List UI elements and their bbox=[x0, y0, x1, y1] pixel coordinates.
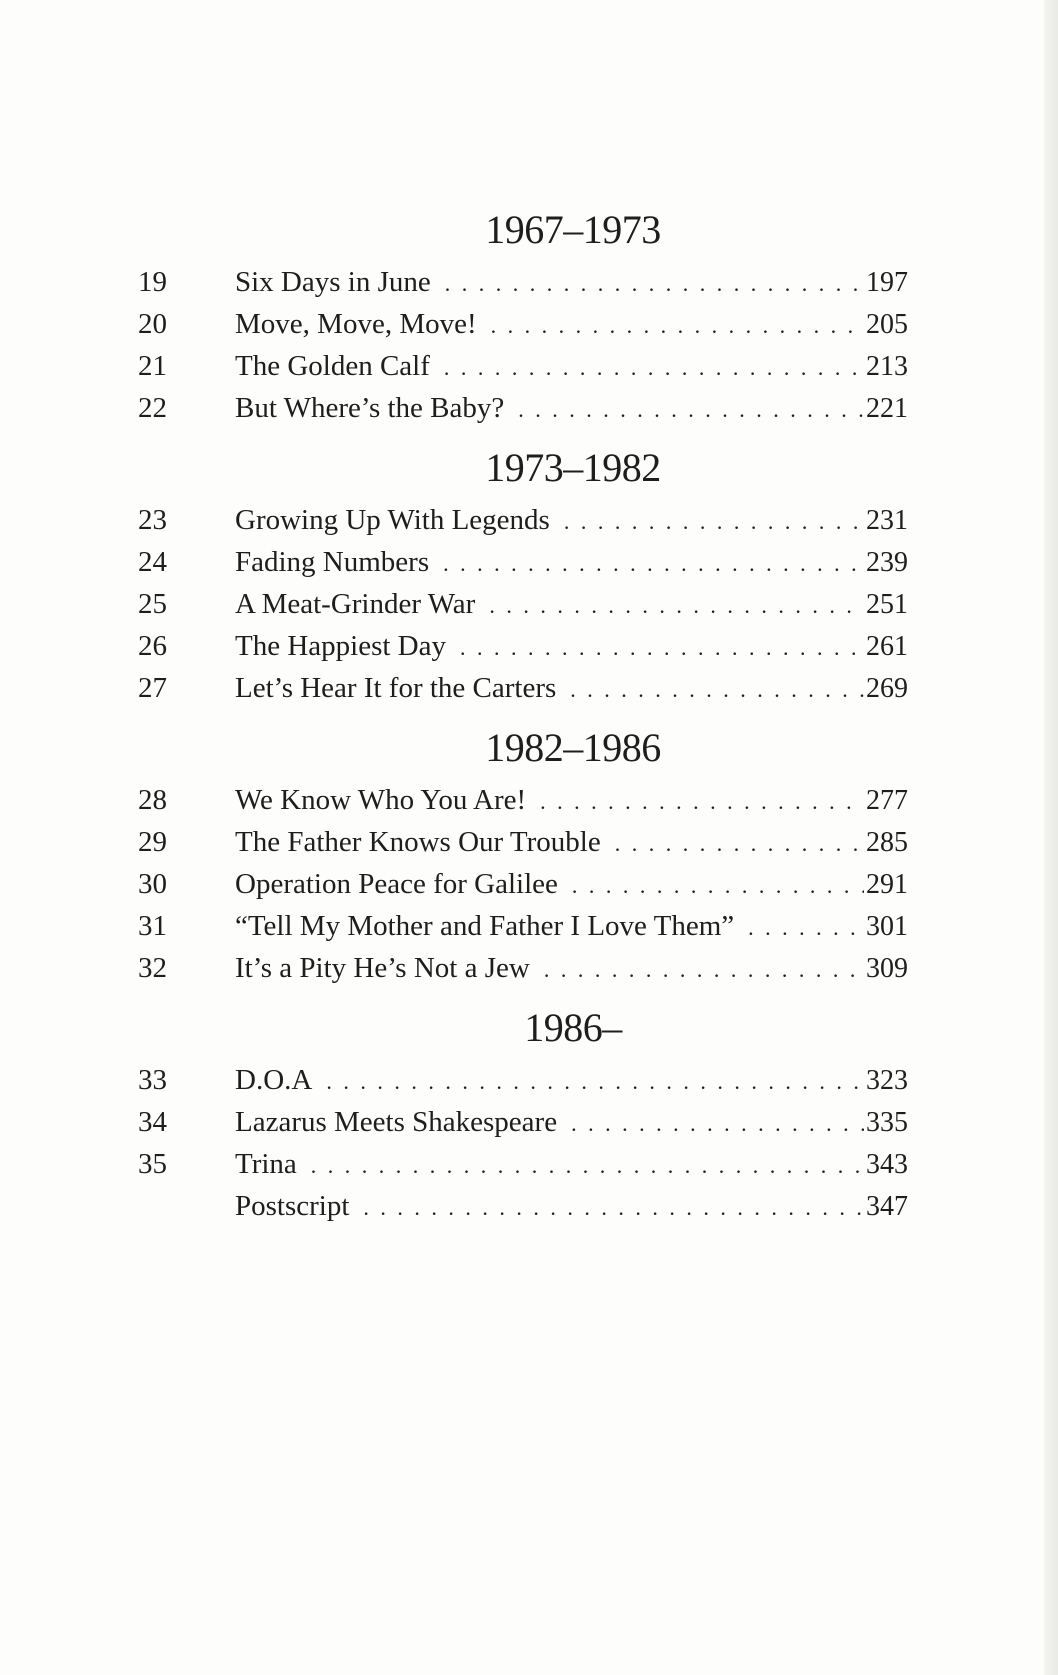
section-heading: 1973–1982 bbox=[485, 445, 661, 490]
page-number: 309 bbox=[866, 953, 908, 984]
chapter-title: Growing Up With Legends bbox=[235, 504, 550, 536]
toc-section-1986 bbox=[138, 1003, 908, 1227]
dot-leader bbox=[748, 907, 864, 949]
page-number: 197 bbox=[866, 267, 908, 298]
chapter-number: 26 bbox=[138, 630, 167, 662]
dot-leader bbox=[489, 585, 864, 627]
toc-entry[interactable] bbox=[138, 499, 908, 541]
page-number: 277 bbox=[866, 785, 908, 816]
chapter-number: 33 bbox=[138, 1064, 167, 1096]
dot-leader bbox=[443, 543, 864, 585]
chapter-title: Let’s Hear It for the Carters bbox=[235, 672, 557, 704]
chapter-title: Operation Peace for Galilee bbox=[235, 868, 558, 900]
chapter-number: 19 bbox=[138, 266, 167, 298]
toc-entry[interactable] bbox=[138, 1143, 908, 1185]
chapter-number: 23 bbox=[138, 504, 167, 536]
dot-leader bbox=[311, 1145, 864, 1187]
page-edge bbox=[1044, 0, 1058, 1675]
chapter-title: Fading Numbers bbox=[235, 546, 430, 578]
chapter-title: A Meat-Grinder War bbox=[235, 588, 476, 620]
chapter-number: 35 bbox=[138, 1148, 167, 1180]
page-number: 347 bbox=[866, 1191, 908, 1222]
chapter-number: 28 bbox=[138, 784, 167, 816]
dot-leader bbox=[460, 627, 864, 669]
toc-entry[interactable] bbox=[138, 821, 908, 863]
toc-entry[interactable] bbox=[138, 779, 908, 821]
chapter-number: 31 bbox=[138, 910, 167, 942]
chapter-title: Six Days in June bbox=[235, 266, 431, 298]
dot-leader bbox=[518, 389, 864, 431]
chapter-number: 29 bbox=[138, 826, 167, 858]
dot-leader bbox=[564, 501, 864, 543]
toc-entry[interactable] bbox=[138, 905, 908, 947]
page-number: 231 bbox=[866, 505, 908, 536]
section-heading: 1986– bbox=[524, 1005, 622, 1050]
chapter-number: 27 bbox=[138, 672, 167, 704]
toc-entry[interactable] bbox=[138, 387, 908, 429]
dot-leader bbox=[326, 1061, 864, 1103]
dot-leader bbox=[572, 865, 864, 907]
table-of-contents bbox=[138, 205, 908, 1241]
page-number: 221 bbox=[866, 393, 908, 424]
chapter-title: Postscript bbox=[235, 1190, 350, 1222]
dot-leader bbox=[444, 347, 864, 389]
chapter-number: 24 bbox=[138, 546, 167, 578]
dot-leader bbox=[571, 1103, 864, 1145]
page-number: 323 bbox=[866, 1065, 908, 1096]
toc-section-1967-1973 bbox=[138, 205, 908, 429]
dot-leader bbox=[491, 305, 864, 347]
chapter-number: 34 bbox=[138, 1106, 167, 1138]
section-heading: 1967–1973 bbox=[485, 207, 661, 252]
toc-entry[interactable] bbox=[138, 303, 908, 345]
page-number: 343 bbox=[866, 1149, 908, 1180]
chapter-title: “Tell My Mother and Father I Love Them” bbox=[235, 910, 735, 942]
chapter-title: D.O.A bbox=[235, 1064, 313, 1096]
chapter-title: The Happiest Day bbox=[235, 630, 446, 662]
dot-leader bbox=[615, 823, 864, 865]
page-number: 335 bbox=[866, 1107, 908, 1138]
toc-section-1973-1982 bbox=[138, 443, 908, 709]
chapter-number: 21 bbox=[138, 350, 167, 382]
page-number: 291 bbox=[866, 869, 908, 900]
toc-entry[interactable] bbox=[138, 1101, 908, 1143]
chapter-title: Trina bbox=[235, 1148, 297, 1180]
toc-entry[interactable] bbox=[138, 863, 908, 905]
chapter-title: We Know Who You Are! bbox=[235, 784, 527, 816]
page-number: 205 bbox=[866, 309, 908, 340]
toc-entry[interactable] bbox=[138, 541, 908, 583]
dot-leader bbox=[540, 781, 864, 823]
chapter-title: But Where’s the Baby? bbox=[235, 392, 505, 424]
chapter-number: 20 bbox=[138, 308, 167, 340]
toc-entry[interactable] bbox=[138, 625, 908, 667]
chapter-number: 30 bbox=[138, 868, 167, 900]
dot-leader bbox=[544, 949, 864, 991]
dot-leader bbox=[363, 1187, 864, 1229]
chapter-number: 32 bbox=[138, 952, 167, 984]
chapter-number: 25 bbox=[138, 588, 167, 620]
chapter-title: The Golden Calf bbox=[235, 350, 430, 382]
chapter-number: 22 bbox=[138, 392, 167, 424]
page-number: 239 bbox=[866, 547, 908, 578]
toc-entry[interactable] bbox=[138, 1185, 908, 1227]
page-number: 301 bbox=[866, 911, 908, 942]
toc-entry[interactable] bbox=[138, 667, 908, 709]
page-number: 285 bbox=[866, 827, 908, 858]
page-number: 251 bbox=[866, 589, 908, 620]
page-number: 269 bbox=[866, 673, 908, 704]
dot-leader bbox=[570, 669, 864, 711]
chapter-title: The Father Knows Our Trouble bbox=[235, 826, 601, 858]
toc-entry[interactable] bbox=[138, 947, 908, 989]
page-number: 261 bbox=[866, 631, 908, 662]
page-number: 213 bbox=[866, 351, 908, 382]
toc-entry[interactable] bbox=[138, 261, 908, 303]
chapter-title: Move, Move, Move! bbox=[235, 308, 477, 340]
dot-leader bbox=[445, 263, 864, 305]
chapter-title: It’s a Pity He’s Not a Jew bbox=[235, 952, 530, 984]
section-heading: 1982–1986 bbox=[485, 725, 661, 770]
toc-entry[interactable] bbox=[138, 1059, 908, 1101]
chapter-title: Lazarus Meets Shakespeare bbox=[235, 1106, 558, 1138]
toc-section-1982-1986 bbox=[138, 723, 908, 989]
toc-entry[interactable] bbox=[138, 583, 908, 625]
toc-entry[interactable] bbox=[138, 345, 908, 387]
